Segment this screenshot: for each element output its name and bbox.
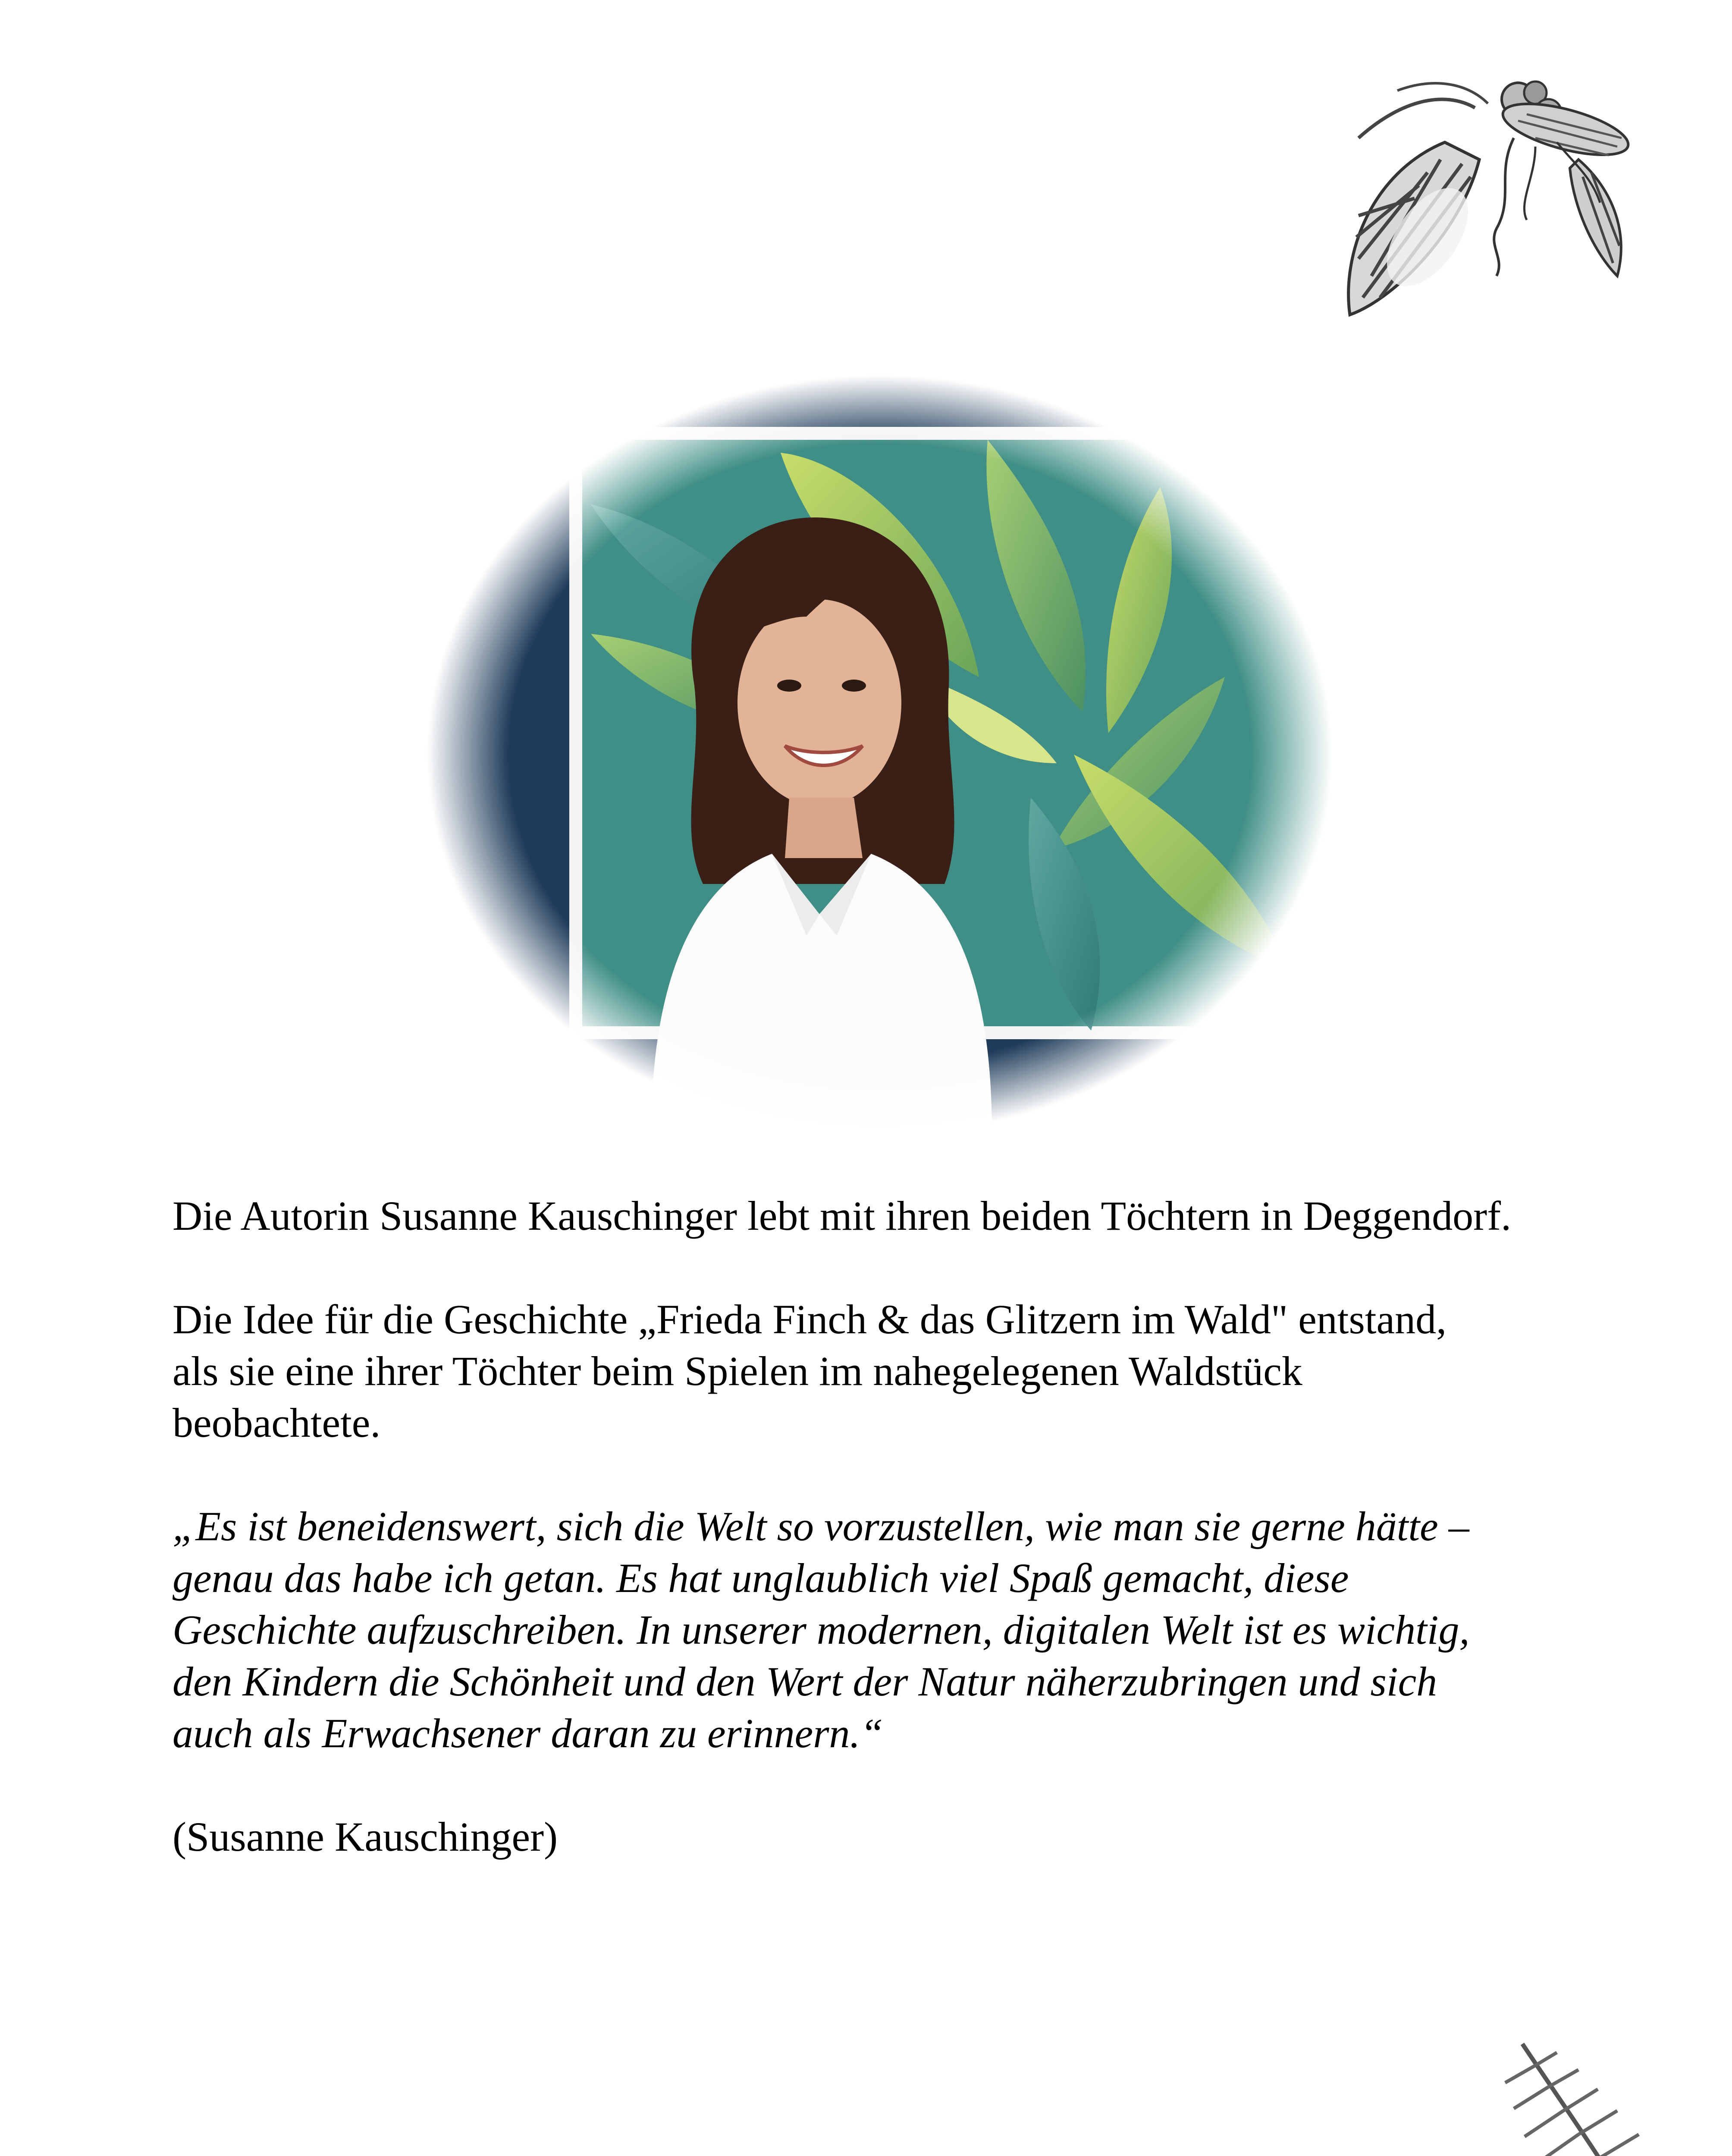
quote-line: den Kindern die Schönheit und den Wert der Natur näherzubringen und sich [173,1658,1437,1705]
author-portrait [427,375,1333,1134]
story-line: als sie eine ihrer Töchter beim Spielen im nahegelegenen Waldstück [173,1348,1302,1394]
attribution: (Susanne Kauschinger) [173,1814,558,1860]
author-bio [173,1190,1596,1915]
quote-line: genau das habe ich getan. Es hat unglaublich viel Spaß gemacht, diese [173,1555,1349,1601]
fern-flower-icon [1333,2035,1732,2156]
quote-line: „Es ist beneidenswert, sich die Welt so vorzustellen, wie man sie gerne hätte – [173,1503,1469,1549]
story-line: Die Idee für die Geschichte „Frieda Finch & das Glitzern im Wald" entstand, [173,1296,1447,1342]
quote-line: auch als Erwachsener daran zu erinnern.“ [173,1710,883,1756]
quote-line: Geschichte aufzuschreiben. In unserer modernen, digitalen Welt ist es wichtig, [173,1607,1470,1653]
story-line: beobachtete. [173,1400,381,1446]
intro-paragraph: Die Autorin Susanne Kauschinger lebt mit ihren beiden Töchtern in Deggendorf. [173,1193,1512,1239]
author-quote [173,1501,1596,1759]
insect-icon [1333,73,1643,328]
story-paragraph [173,1294,1596,1449]
